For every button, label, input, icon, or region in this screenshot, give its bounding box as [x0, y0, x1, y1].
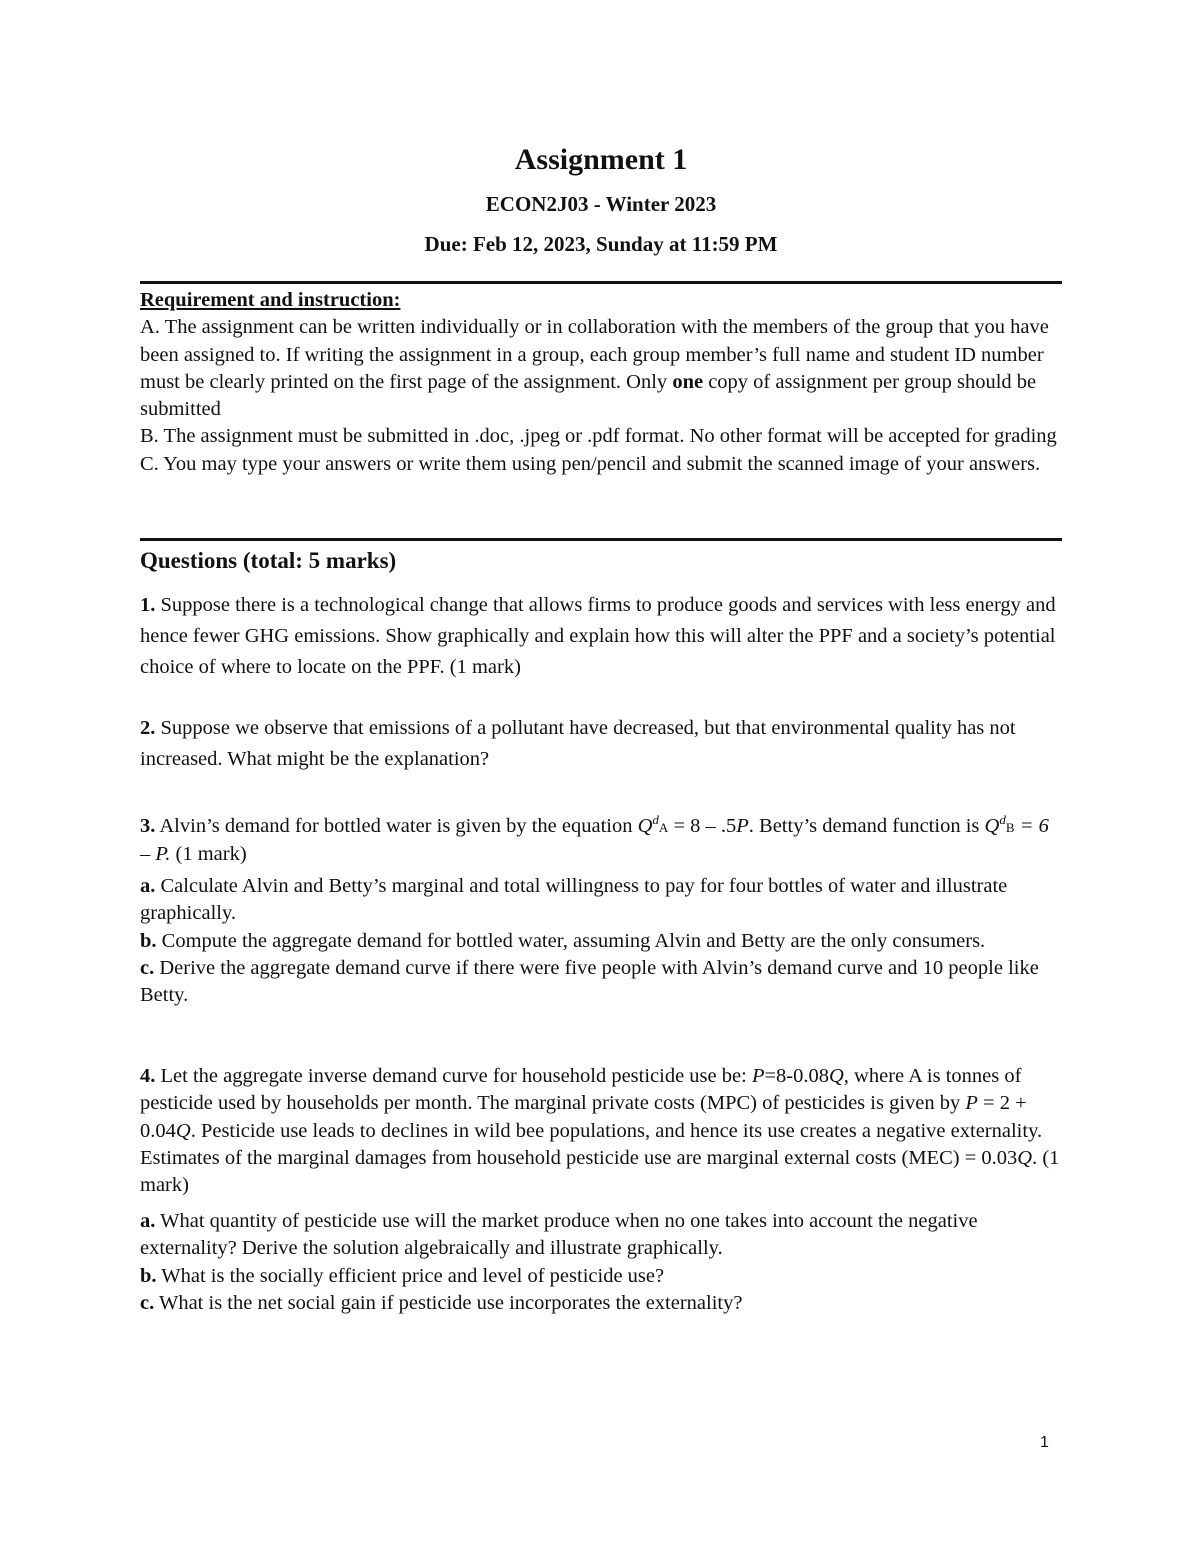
mpc-p-symbol: P: [965, 1092, 978, 1115]
question-3-part-b: [140, 928, 1062, 955]
due-date: Due: Feb 12, 2023, Sunday at 11:59 PM: [424, 232, 778, 256]
requirement-c: C. You may type your answers or write them using pen/pencil and submit the scanned image of your answers.: [140, 452, 1041, 475]
requirement-a-text-end: copy of assignment per group should be submitted: [140, 370, 1037, 421]
question-4-text: Let the aggregate inverse demand curve for household pesticide use be:: [155, 1065, 752, 1087]
question-4-number: 4.: [140, 1065, 156, 1087]
question-3-number: 3.: [140, 814, 156, 837]
alvin-p-symbol: P: [736, 814, 749, 837]
question-3-part-c-text: Derive the aggregate demand curve if there were five people with Alvin’s demand curve and 10 people like Betty.: [140, 956, 1039, 1007]
requirements-section: [140, 287, 1062, 478]
question-1-number: 1.: [140, 594, 156, 616]
question-3-part-b-text: Compute the aggregate demand for bottled water, assuming Alvin and Betty are the only consumers.: [156, 929, 986, 952]
question-3-part-a: [140, 873, 1062, 928]
question-3-marks: (1 mark): [170, 843, 247, 866]
question-2-number: 2.: [140, 717, 156, 739]
demand-p-symbol: P: [751, 1065, 765, 1087]
question-3-part-c: [140, 955, 1062, 1010]
question-3-part-a-text: Calculate Alvin and Betty’s marginal and total willingness to pay for four bottles of water and illustrate graphically.: [140, 875, 1008, 925]
question-4-part-b-text: What is the socially efficient price and level of pesticide use?: [156, 1264, 665, 1287]
requirements-heading: Requirement and instruction:: [140, 289, 401, 311]
alvin-q-superscript: d: [652, 812, 659, 827]
question-3-parts: [140, 873, 1062, 1009]
demand-equation: =8-0.08: [764, 1065, 829, 1087]
question-3-text-mid: . Betty’s demand function is: [748, 814, 985, 837]
question-3-text: Alvin’s demand for bottled water is given by the equation: [155, 814, 638, 837]
question-1-text: Suppose there is a technological change that allows firms to produce goods and services with less energy and hence fewer GHG emissions. Show graphically and explain how this will alter the PPF and a society’s potential choice of where to locate on the PPF. (1 mark): [140, 594, 1056, 678]
alvin-q-subscript: A: [658, 819, 669, 835]
question-4-part-b: [140, 1263, 1062, 1290]
question-4-part-a: [140, 1208, 1062, 1263]
top-divider: [140, 281, 1062, 284]
question-4-parts: [140, 1208, 1062, 1317]
question-4-part-a-label: a.: [140, 1210, 156, 1232]
question-4: [140, 1063, 1062, 1199]
question-2-text: Suppose we observe that emissions of a pollutant have decreased, but that environmental quality has not increased. What might be the explanation?: [140, 717, 1016, 770]
alvin-q-symbol: Q: [637, 814, 653, 837]
question-3-part-c-label: c.: [140, 956, 155, 979]
question-4-text-mid: , where A is tonnes of pesticide used by households per month. The marginal private costs (MPC) of pesticides is given by: [140, 1065, 1022, 1115]
question-1: [140, 590, 1062, 683]
question-4-part-c: [140, 1290, 1062, 1317]
question-3: [140, 806, 1062, 868]
requirement-b: B. The assignment must be submitted in .doc, .jpeg or .pdf format. No other format will be accepted for grading: [140, 425, 1057, 448]
question-3-part-a-label: a.: [140, 875, 156, 897]
requirement-a-emphasis: one: [672, 370, 704, 393]
mec-q-symbol: Q: [1017, 1146, 1033, 1169]
course-line: ECON2J03 - Winter 2023: [485, 192, 717, 216]
question-4-part-a-text: What quantity of pesticide use will the market produce when no one takes into account the negative externality? Derive the solution algebraically and illustrate graphically.: [140, 1210, 978, 1260]
betty-q-superscript: d: [999, 812, 1006, 827]
question-4-text-end: . Pesticide use leads to declines in wild bee populations, and hence its use creates a negative externality. Estimates of the marginal damages from household pesticide use are marginal external costs (MEC) = 0.03: [140, 1119, 1043, 1169]
question-4-part-c-label: c.: [140, 1291, 155, 1314]
question-3-part-b-label: b.: [140, 929, 157, 952]
mpc-equation: = 2 + 0.04: [140, 1092, 1027, 1142]
page-number: 1: [1040, 1434, 1049, 1451]
question-4-part-b-label: b.: [140, 1264, 157, 1287]
document-title: Assignment 1: [514, 143, 688, 176]
demand-q-symbol: Q: [828, 1065, 844, 1087]
question-4-part-c-text: What is the net social gain if pesticide use incorporates the externality?: [154, 1291, 743, 1314]
question-2: [140, 713, 1062, 775]
questions-heading: Questions (total: 5 marks): [140, 548, 397, 573]
betty-equation: = 6 –: [140, 814, 1049, 866]
alvin-equation: = 8 – .5: [668, 814, 737, 837]
requirement-a-text: A. The assignment can be written individually or in collaboration with the members of the group that you have been assigned to. If writing the assignment in a group, each group member’s full name and student ID number must be clearly printed on the first page of the assignment. Only: [140, 316, 1049, 393]
bottom-divider: [140, 538, 1062, 541]
betty-q-symbol: Q: [984, 814, 1000, 837]
betty-p-symbol: P.: [155, 843, 171, 866]
betty-q-subscript: B: [1005, 819, 1015, 835]
mpc-q-symbol: Q: [175, 1119, 191, 1142]
requirement-a: [140, 314, 1062, 423]
question-4-marks: . (1 mark): [140, 1146, 1060, 1197]
